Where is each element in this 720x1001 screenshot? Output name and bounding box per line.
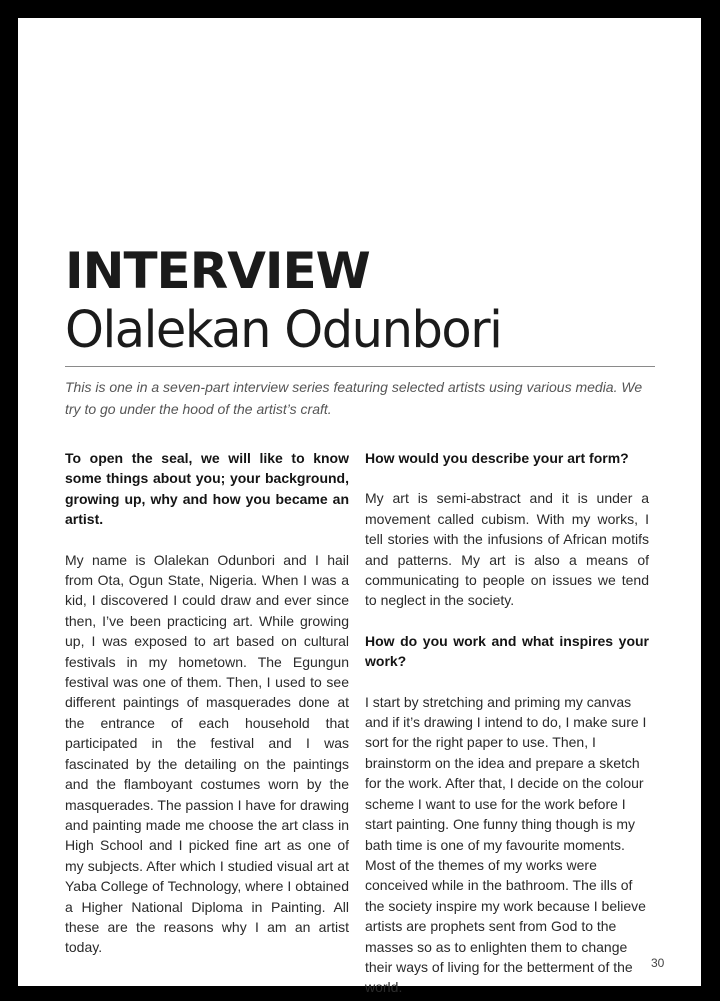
answer-2: My art is semi-abstract and it is under a movement called cubism. With my works, I tell stories with the infusions of African motifs and patterns. My art is also a means of communicating to people on issues we tend to neglect in the society. (365, 490, 649, 609)
answer-1: My name is Olalekan Odunbori and I hail from Ota, Ogun State, Nigeria. When I was a kid, I discovered I could draw and ever since then, I’ve been practicing art. While growing up, I was exposed to art based on cultural festivals in my hometown. The Egungun festival was one of them. Then, I used to see different paintings of masquerades done at the entrance of each household that participated in the festival and I was fascinated by the detailing on the paintings and the flamboyant costumes worn by the masquerades. The passion I have for drawing and painting made me choose the art class in High School and I picked fine art as one of my subjects. After which I studied visual art at Yaba College of Technology, where I obtained a Higher National Diploma in Painting. All these are the reasons why I am an artist today. (65, 551, 349, 956)
left-column (65, 448, 349, 958)
right-column (365, 448, 649, 998)
artist-name: Olalekan Odunbori (65, 301, 502, 360)
page-number: 30 (651, 956, 665, 970)
intro-text: This is one in a seven-part interview series featuring selected artists using various media. We try to go under the hood of the artist’s craft. (65, 379, 643, 417)
answer-3: I start by stretching and priming my canvas and if it’s drawing I intend to do, I make sure I sort for the right paper to use. Then, I brainstorm on the idea and prepare a sketch for the work. After that, I decide on the colour scheme I want to use for the work before I start painting. One funny thing though is my bath time is one of my favourite moments. Most of the themes of my works were conceived while in the bathroom. The ills of the society inspire my work because I believe artists are prophets sent from God to the masses so as to enlighten them to change their ways of living for the betterment of the world. (365, 693, 647, 996)
header-divider (65, 366, 655, 367)
magazine-page (18, 18, 701, 996)
question-1: To open the seal, we will like to know some things about you; your background, growing up, why and how you became an artist. (65, 450, 349, 528)
question-2: How would you describe your art form? (365, 450, 629, 466)
section-title: INTERVIEW (65, 242, 370, 300)
question-3: How do you work and what inspires your work? (365, 632, 649, 670)
